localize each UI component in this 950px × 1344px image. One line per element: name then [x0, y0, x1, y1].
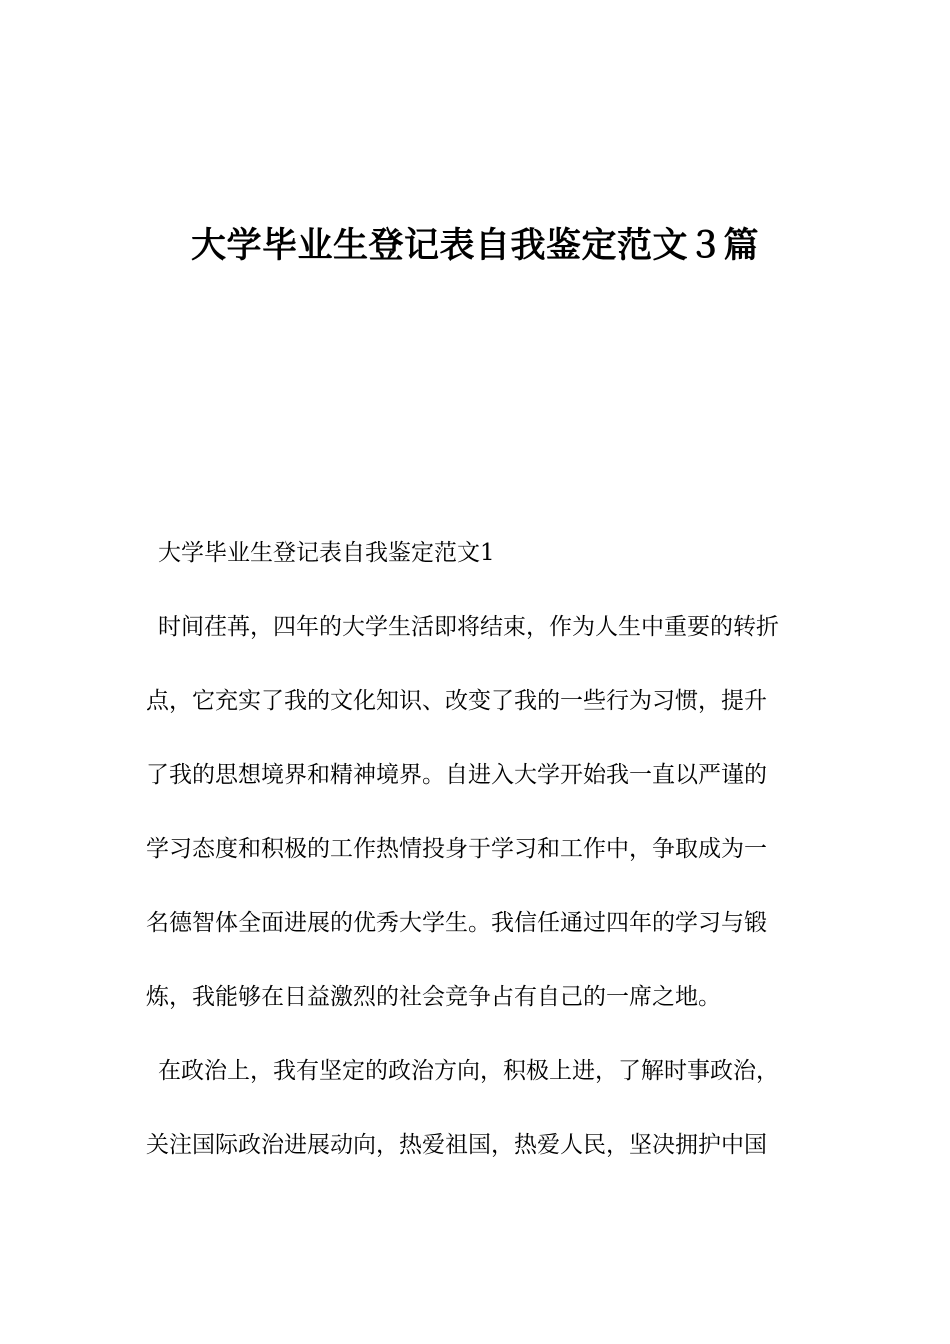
paragraph-line: 名德智体全面进展的优秀大学生。我信任通过四年的学习与锻 [146, 910, 767, 936]
paragraph-line: 关注国际政治进展动向，热爱祖国，热爱人民，坚决拥护中国 [146, 1132, 767, 1158]
paragraph-line: 时间荏苒，四年的大学生活即将结束，作为人生中重要的转折 [158, 614, 779, 640]
document-body [146, 529, 808, 1170]
paragraph-line: 炼，我能够在日益激烈的社会竞争占有自己的一席之地。 [146, 984, 721, 1010]
paragraph-line: 点，它充实了我的文化知识、改变了我的一些行为习惯，提升 [146, 688, 767, 714]
section-heading: 大学毕业生登记表自我鉴定范文1 [158, 540, 495, 566]
paragraph-line: 了我的思想境界和精神境界。自进入大学开始我一直以严谨的 [146, 762, 767, 788]
paragraph-line: 在政治上，我有坚定的政治方向，积极上进，了解时事政治， [158, 1058, 779, 1084]
paragraph-line: 学习态度和积极的工作热情投身于学习和工作中，争取成为一 [146, 836, 767, 862]
document-title: 大学毕业生登记表自我鉴定范文３篇 [190, 226, 759, 266]
